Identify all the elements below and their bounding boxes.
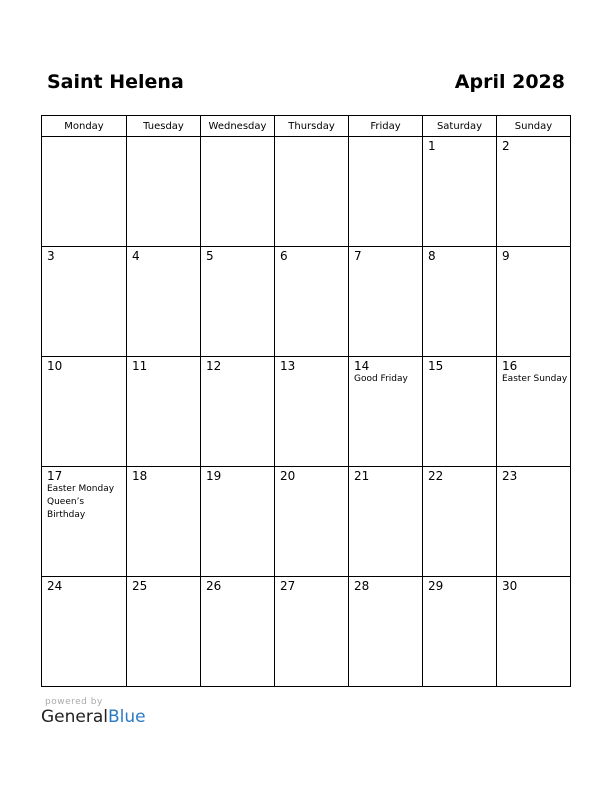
- day-content: [423, 577, 496, 593]
- day-content: [349, 467, 422, 483]
- day-content: [275, 577, 348, 593]
- day-number: 25: [132, 579, 148, 593]
- day-cell: [423, 137, 497, 247]
- day-cell: [423, 247, 497, 357]
- day-number: 13: [280, 359, 296, 373]
- day-content: [349, 577, 422, 593]
- day-cell: [423, 467, 497, 577]
- day-number: 1: [428, 139, 436, 153]
- day-number: 11: [132, 359, 148, 373]
- day-content: [42, 467, 126, 522]
- day-cell: [275, 247, 349, 357]
- day-cell: [275, 467, 349, 577]
- day-content: [127, 357, 200, 373]
- holiday-label: Easter Sunday: [502, 374, 568, 384]
- day-cell: [201, 357, 275, 467]
- day-content: [127, 247, 200, 263]
- day-cell: [349, 577, 423, 687]
- powered-by-text: powered by: [45, 697, 103, 707]
- day-content: [497, 577, 570, 593]
- day-cell: [42, 577, 127, 687]
- week-row: [42, 467, 571, 577]
- day-cell: [349, 357, 423, 467]
- day-cell: [349, 467, 423, 577]
- day-number: 18: [132, 469, 148, 483]
- day-number: 8: [428, 249, 436, 263]
- brand-part-general: General: [41, 707, 108, 727]
- day-cell: [497, 247, 571, 357]
- week-row: [42, 137, 571, 247]
- day-cell: [201, 137, 275, 247]
- day-cell: [127, 137, 201, 247]
- day-content: [423, 357, 496, 373]
- day-cell: [275, 357, 349, 467]
- day-number: 29: [428, 579, 444, 593]
- day-content: [497, 137, 570, 153]
- day-content: [201, 467, 274, 483]
- weekday-header: Thursday: [275, 116, 349, 137]
- day-number: 28: [354, 579, 370, 593]
- day-content: [127, 467, 200, 483]
- day-content: [201, 137, 274, 139]
- day-content: [127, 137, 200, 139]
- day-content: [275, 357, 348, 373]
- holiday-label: Easter Monday Queen’s Birthday: [47, 484, 115, 520]
- weekday-header: Sunday: [497, 116, 571, 137]
- day-number: 17: [47, 469, 63, 483]
- day-number: 21: [354, 469, 370, 483]
- day-number: 27: [280, 579, 296, 593]
- day-content: [42, 137, 126, 139]
- weekday-header: Wednesday: [201, 116, 275, 137]
- day-cell: [497, 577, 571, 687]
- day-content: [275, 247, 348, 263]
- day-content: [275, 137, 348, 139]
- day-cell: [127, 357, 201, 467]
- weekday-header: Saturday: [423, 116, 497, 137]
- day-content: [42, 357, 126, 373]
- weekday-header: Monday: [42, 116, 127, 137]
- day-number: 16: [502, 359, 518, 373]
- day-number: 14: [354, 359, 370, 373]
- day-cell: [201, 577, 275, 687]
- month-year-title: April 2028: [454, 71, 565, 93]
- day-number: 20: [280, 469, 296, 483]
- day-content: [201, 357, 274, 373]
- day-cell: [127, 467, 201, 577]
- day-cell: [423, 357, 497, 467]
- day-cell: [42, 357, 127, 467]
- day-cell: [423, 577, 497, 687]
- day-number: 9: [502, 249, 510, 263]
- day-number: 30: [502, 579, 518, 593]
- day-cell: [127, 247, 201, 357]
- weekday-header: Friday: [349, 116, 423, 137]
- brand-part-blue: Blue: [108, 707, 146, 727]
- day-content: [349, 137, 422, 139]
- day-content: [423, 247, 496, 263]
- day-cell: [275, 137, 349, 247]
- country-title: Saint Helena: [47, 71, 184, 93]
- day-content: [497, 247, 570, 263]
- day-content: [201, 577, 274, 593]
- day-number: 22: [428, 469, 444, 483]
- day-number: 2: [502, 139, 510, 153]
- day-number: 23: [502, 469, 518, 483]
- day-cell: [275, 577, 349, 687]
- day-number: 7: [354, 249, 362, 263]
- day-content: [349, 357, 422, 386]
- day-content: [423, 467, 496, 483]
- day-content: [349, 247, 422, 263]
- day-number: 6: [280, 249, 288, 263]
- week-row: [42, 247, 571, 357]
- week-row: [42, 357, 571, 467]
- day-number: 10: [47, 359, 63, 373]
- day-cell: [201, 247, 275, 357]
- weekday-header-row: [42, 116, 571, 137]
- day-cell: [497, 467, 571, 577]
- calendar-grid: [41, 115, 571, 687]
- day-content: [127, 577, 200, 593]
- generalblue-logo: [41, 707, 146, 727]
- day-number: 19: [206, 469, 222, 483]
- day-content: [275, 467, 348, 483]
- day-content: [42, 577, 126, 593]
- day-content: [423, 137, 496, 153]
- day-number: 4: [132, 249, 140, 263]
- day-content: [201, 247, 274, 263]
- day-cell: [127, 577, 201, 687]
- holiday-label: Good Friday: [354, 374, 408, 384]
- day-number: 5: [206, 249, 214, 263]
- day-content: [497, 467, 570, 483]
- day-cell: [201, 467, 275, 577]
- week-row: [42, 577, 571, 687]
- day-number: 26: [206, 579, 222, 593]
- day-number: 24: [47, 579, 63, 593]
- day-cell: [42, 137, 127, 247]
- day-cell: [349, 137, 423, 247]
- day-cell: [42, 467, 127, 577]
- day-content: [497, 357, 570, 386]
- day-cell: [349, 247, 423, 357]
- weekday-header: Tuesday: [127, 116, 201, 137]
- day-cell: [497, 137, 571, 247]
- day-cell: [497, 357, 571, 467]
- day-cell: [42, 247, 127, 357]
- day-number: 12: [206, 359, 222, 373]
- day-number: 3: [47, 249, 55, 263]
- day-number: 15: [428, 359, 444, 373]
- day-content: [42, 247, 126, 263]
